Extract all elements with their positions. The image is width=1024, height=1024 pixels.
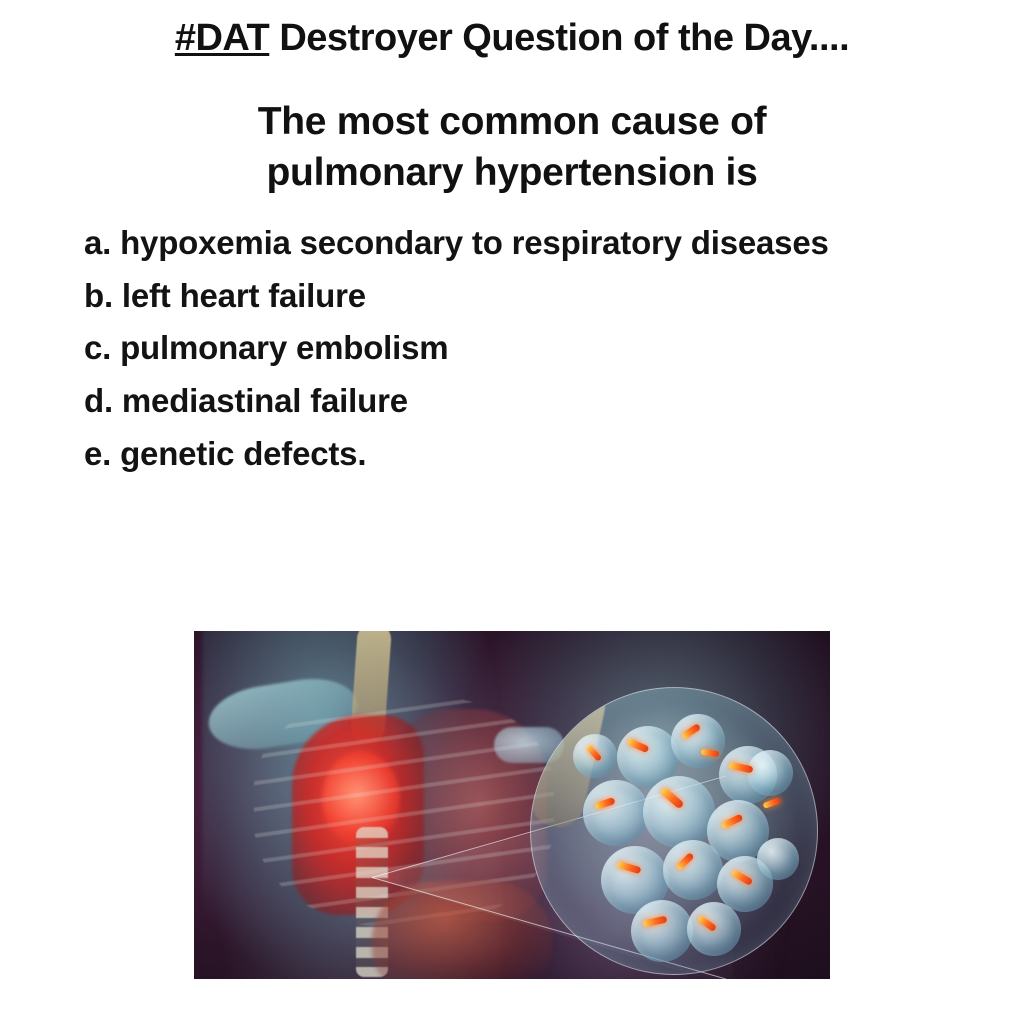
choice-a[interactable]: a. hypoxemia secondary to respiratory diseases [84,223,829,261]
answer-choices [0,217,1024,481]
choice-c[interactable]: c. pulmonary embolism [84,329,449,367]
title-rest: Destroyer Question of the Day.... [269,17,850,59]
page-title [0,0,1024,60]
choice-b[interactable]: b. left heart failure [84,276,366,314]
alveoli-magnifier-icon [530,687,818,975]
question-stem: The most common cause of pulmonary hypertension is [257,99,767,195]
hashtag-label: #DAT [174,17,270,59]
lungs-alveoli-illustration [194,631,830,979]
choice-e[interactable]: e. genetic defects. [84,434,367,472]
choice-d[interactable]: d. mediastinal failure [84,382,408,420]
figure-container [194,631,830,979]
